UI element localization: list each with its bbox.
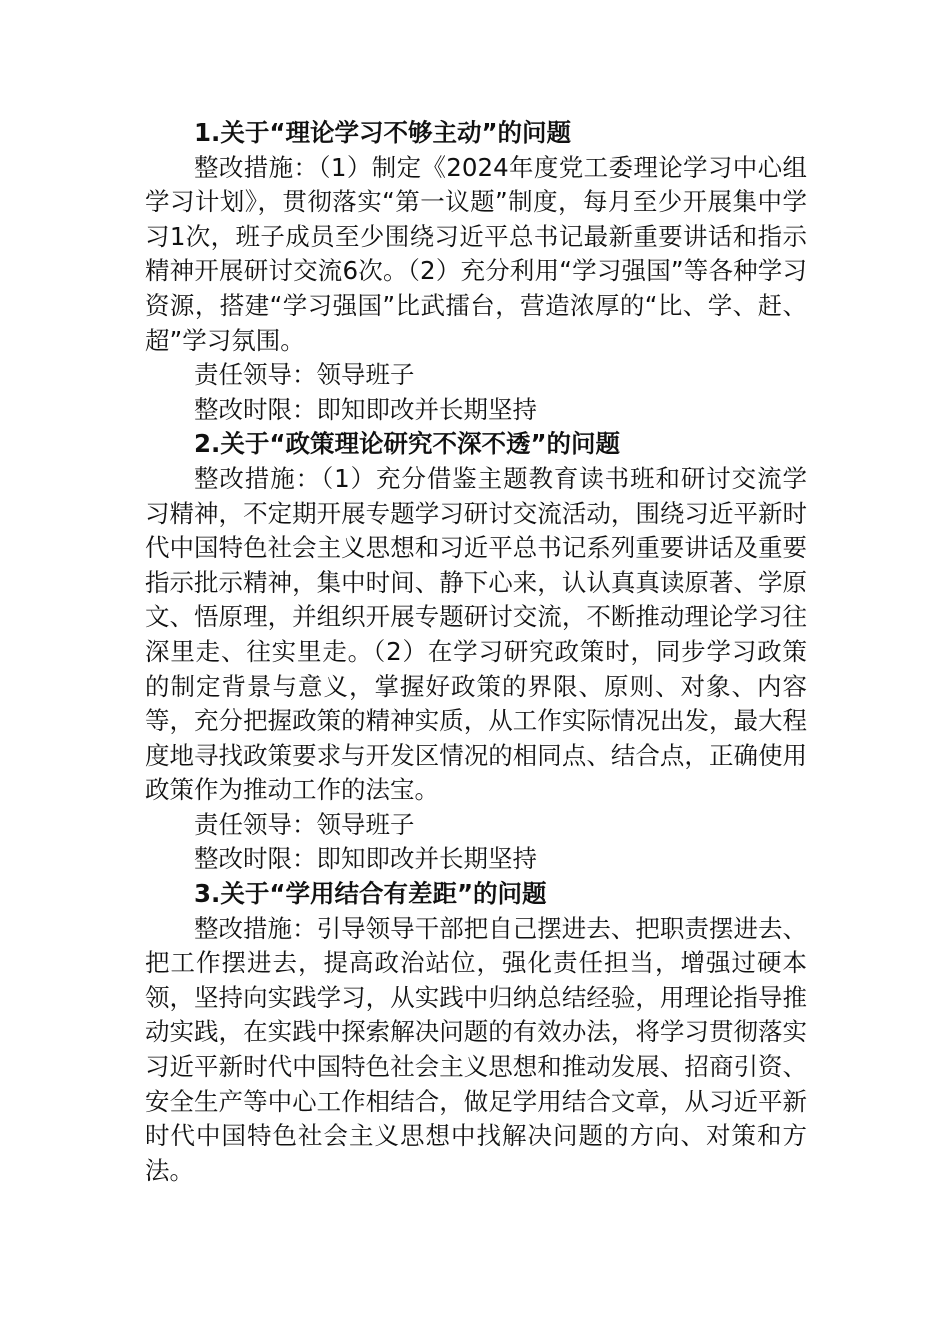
section-3: [145, 877, 807, 1188]
section-heading: 3.关于“学用结合有差距”的问题: [194, 879, 547, 909]
rectification-measures: 整改措施：（1）充分借鉴主题教育读书班和研讨交流学习精神，不定期开展专题学习研讨交流活动，围绕习近平新时代中国特色社会主义思想和习近平总书记系列重要讲话及重要指示批示精神，集中时间、静下心来，认认真真读原著、学原文、悟原理，并组织开展专题研讨交流，不断推动理论学习往深里走、往实里走。（2）在学习研究政策时，同步学习政策的制定背景与意义，掌握好政策的界限、原则、对象、内容等，充分把握政策的精神实质，从工作实际情况出发，最大程度地寻找政策要求与开发区情况的相同点、结合点，正确使用政策作为推动工作的法宝。: [145, 463, 807, 805]
document-body: [145, 116, 807, 1188]
responsible-leader: 责任领导：领导班子: [194, 809, 415, 839]
section-heading: 1.关于“理论学习不够主动”的问题: [194, 118, 572, 147]
section-2: [145, 427, 807, 877]
section-heading: 2.关于“政策理论研究不深不透”的问题: [194, 429, 621, 459]
responsible-leader: 责任领导：领导班子: [194, 360, 415, 390]
rectification-measures: 整改措施：引导领导干部把自己摆进去、把职责摆进去、把工作摆进去，提高政治站位，强化责任担当，增强过硬本领，坚持向实践学习，从实践中归纳总结经验，用理论指导推动实践，在实践中探索解决问题的有效办法，将学习贯彻落实习近平新时代中国特色社会主义思想和推动发展、招商引资、安全生产等中心工作相结合，做足学用结合文章，从习近平新时代中国特色社会主义思想中找解决问题的方向、对策和方法。: [145, 913, 807, 1185]
rectification-deadline: 整改时限：即知即改并长期坚持: [194, 844, 537, 874]
rectification-measures: 整改措施：（1）制定《2024年度党工委理论学习中心组学习计划》，贯彻落实“第一议题”制度，每月至少开展集中学习1次，班子成员至少围绕习近平总书记最新重要讲话和指示精神开展研讨交流6次。（2）充分利用“学习强国”等各种学习资源，搭建“学习强国”比武擂台，营造浓厚的“比、学、赶、超”学习氛围。: [145, 152, 807, 355]
section-1: [145, 116, 807, 427]
rectification-deadline: 整改时限：即知即改并长期坚持: [194, 394, 537, 424]
